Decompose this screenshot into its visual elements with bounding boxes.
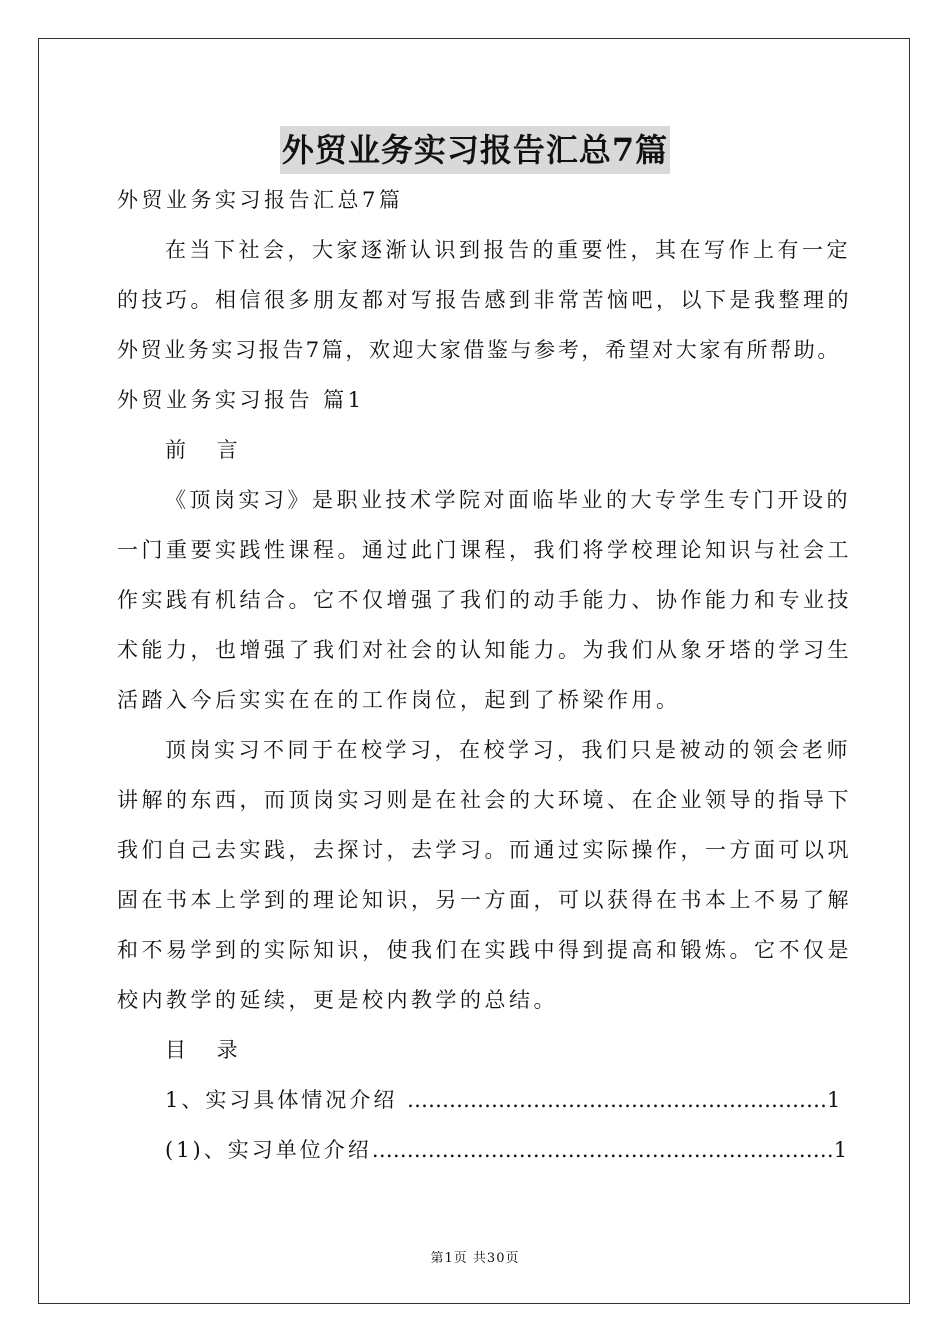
paragraph-line: 活踏入今后实实在在的工作岗位，起到了桥梁作用。 xyxy=(117,688,681,712)
document-title: 外贸业务实习报告汇总7篇 xyxy=(280,126,670,174)
paragraph-line: 和不易学到的实际知识，使我们在实践中得到提高和锻炼。它不仅是 xyxy=(117,938,852,962)
page-footer: 第1页 共30页 xyxy=(430,1251,520,1266)
toc-page: 1 xyxy=(833,1138,851,1162)
toc-dots: ………………………………………………………… xyxy=(371,1138,834,1162)
paragraph-line: 作实践有机结合。它不仅增强了我们的动手能力、协作能力和专业技 xyxy=(117,588,852,612)
toc-entry[interactable] xyxy=(165,1085,843,1115)
toc-label: 1、实习具体情况介绍 xyxy=(165,1088,408,1112)
paragraph-line: 的技巧。相信很多朋友都对写报告感到非常苦恼吧，以下是我整理的 xyxy=(117,288,852,312)
toc-label: (1)、实习单位介绍 xyxy=(165,1138,372,1162)
paragraph-line: 固在书本上学到的理论知识，另一方面，可以获得在书本上不易了解 xyxy=(117,888,852,912)
toc-heading: 目 录 xyxy=(165,1038,250,1062)
toc-entry[interactable] xyxy=(165,1135,850,1165)
paragraph-line: 在当下社会，大家逐渐认识到报告的重要性，其在写作上有一定 xyxy=(165,238,851,262)
paragraph-line: 《顶岗实习》是职业技术学院对面临毕业的大专学生专门开设的 xyxy=(165,488,851,512)
paragraph-line: 顶岗实习不同于在校学习，在校学习，我们只是被动的领会老师 xyxy=(165,738,851,762)
toc-page: 1 xyxy=(827,1088,844,1112)
paragraph-line: 一门重要实践性课程。通过此门课程，我们将学校理论知识与社会工 xyxy=(117,538,852,562)
subtitle-line: 外贸业务实习报告汇总7篇 xyxy=(117,188,404,212)
title-container xyxy=(0,126,950,174)
paragraph-line: 讲解的东西，而顶岗实习则是在社会的大环境、在企业领导的指导下 xyxy=(117,788,852,812)
section-heading: 外贸业务实习报告 篇1 xyxy=(117,388,365,412)
paragraph-line: 术能力，也增强了我们对社会的认知能力。为我们从象牙塔的学习生 xyxy=(117,638,852,662)
paragraph-line: 校内教学的延续，更是校内教学的总结。 xyxy=(117,988,558,1012)
toc-dots: …………………………………………………… xyxy=(407,1088,828,1112)
paragraph-line: 外贸业务实习报告7篇，欢迎大家借鉴与参考，希望对大家有所帮助。 xyxy=(117,338,841,362)
paragraph-line: 我们自己去实践，去探讨，去学习。而通过实际操作，一方面可以巩 xyxy=(117,838,852,862)
preface-heading: 前 言 xyxy=(165,438,250,462)
